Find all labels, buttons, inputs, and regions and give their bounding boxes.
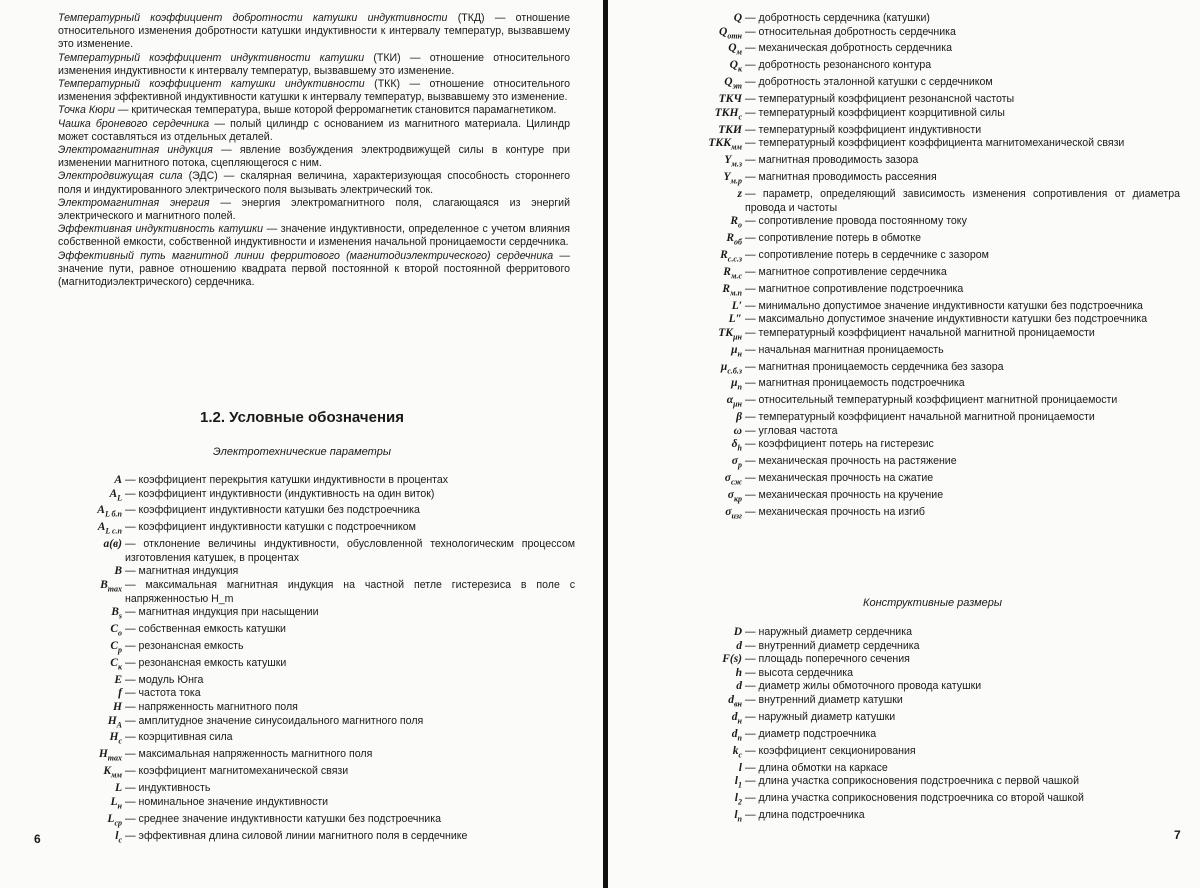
definition-paragraph [58,197,570,223]
symbol-row [680,137,1180,154]
definition-text: — значение пути, равное отношению квадрата первой постоянной к второй постоянной ферритового (магнитодиэлектрического) сердечника. [58,249,570,289]
symbol-row [60,674,575,688]
symbol: ТКЧ [718,93,742,106]
symbol: z [737,187,742,200]
symbol-description: — температурный коэффициент резонансной частоты [745,93,1015,106]
symbol-description: — максимальная напряженность магнитного поля [125,748,373,761]
symbol-row [60,813,575,830]
symbol-description: — коэффициент индуктивности катушки с подстроечником [125,521,416,534]
symbol-description: — внутренний диаметр катушки [745,693,903,706]
symbol-row [60,830,575,847]
symbol-row [680,59,1180,76]
symbol: $R_{с.с.з}$ [720,248,742,264]
symbol-row [680,489,1180,506]
symbol: $l_п$ [734,808,742,824]
symbol-row [680,394,1180,411]
symbol: $d_н$ [731,710,742,726]
symbol-description: — температурный коэффициент индуктивности [745,123,982,136]
symbol-description: — механическая прочность на изгиб [745,505,925,518]
definitions-block [58,12,570,289]
definition-term: Электромагнитная индукция [58,144,213,157]
symbol-row [60,687,575,701]
symbol-description: — угловая частота [745,424,838,437]
symbol-row [680,472,1180,489]
symbol-row [60,606,575,623]
symbol-description: — модуль Юнга [125,673,204,686]
symbol: $Q_м$ [728,42,742,57]
symbol: $L_{ср}$ [107,812,122,827]
symbol-row [680,124,1180,138]
symbol-row [60,748,575,765]
symbol-description: — длина участка соприкосновения подстроечника с первой чашкой [745,775,1079,788]
symbol: l [738,761,742,774]
symbol: H [113,700,122,713]
symbol-row [680,640,1185,654]
symbol-description: — высота сердечника [745,666,854,679]
symbol: $K_{мм}$ [103,765,122,780]
symbol-description: — коэффициент индуктивности (индуктивность на один виток) [125,487,435,500]
symbol-description: — магнитная проницаемость подстроечника [745,377,965,390]
page-number-right: 7 [1174,828,1181,842]
symbol-row [680,653,1185,667]
symbol: $\alpha_{\mu н}$ [726,394,742,409]
symbol-row [60,504,575,521]
symbol: $A_L$ [109,487,122,502]
symbol-row [680,327,1180,344]
symbol: L′ [731,299,742,312]
symbol: d [736,639,742,652]
symbol-row [680,232,1180,249]
symbol: $C_к$ [110,656,122,672]
definition-term: Температурный коэффициент добротности катушки индуктивности [58,12,448,24]
symbol-row [680,249,1180,266]
definition-text: (ТКК) — отношение относительного изменения эффективной индуктивности катушки к интервалу температур, вызвавшему это изменение. [58,78,570,104]
symbol-row [680,455,1180,472]
definition-term: Электродвижущая сила [58,170,183,183]
symbol-row [680,745,1185,762]
symbol: $\sigma_{кр}$ [727,489,742,504]
symbol: Q [733,12,742,24]
symbol-row [680,711,1185,728]
symbol: $R_о$ [730,215,742,230]
symbol-row [60,623,575,640]
symbol-description: — диаметр подстроечника [745,727,877,740]
symbol-description: — магнитная индукция [125,565,239,578]
symbol-description: — длина подстроечника [745,808,865,821]
symbol-row [680,377,1180,394]
symbol: a(в) [103,538,122,551]
symbol-description: — сопротивление потерь в сердечнике с зазором [745,248,989,261]
symbol-description: — максимально допустимое значение индуктивности катушки без подстроечника [745,313,1148,326]
symbol: B [114,565,122,578]
subsection-title-electrical: Электротехнические параметры [213,446,391,458]
symbol-description: — амплитудное значение синусоидального магнитного поля [125,714,424,727]
definition-term: Эффективный путь магнитной линии ферритового (магнитодиэлектрического) сердечника [58,249,554,262]
symbol-row [60,488,575,505]
symbol: $l_c$ [115,829,122,844]
symbol-row [680,188,1180,215]
symbol-description: — эффективная длина силовой линии магнитного поля в сердечнике [125,829,468,842]
symbol-description: — начальная магнитная проницаемость [745,343,944,356]
symbol-description: — температурный коэффициент начальной магнитной проницаемости [745,411,1095,424]
symbol-row [680,438,1180,455]
symbol-row [680,107,1180,124]
symbol: $l_1$ [734,775,742,790]
symbol-description: — площадь поперечного сечения [745,653,910,666]
symbol-description: — параметр, определяющий зависимость изменения сопротивления от диаметра провода и частоты [745,187,1180,214]
symbol-row [60,538,575,565]
symbol-description: — магнитное сопротивление подстроечника [745,282,964,295]
symbol-description: — коэффициент индуктивности катушки без подстроечника [125,504,420,517]
symbol-description: — напряженность магнитного поля [125,700,298,713]
symbol-row [680,215,1180,232]
symbol-description: — собственная емкость катушки [125,623,286,636]
symbol-description: — наружный диаметр сердечника [745,626,912,638]
symbol-row [680,792,1185,809]
symbol: β [736,411,742,424]
symbol: $C_р$ [110,640,122,655]
symbol: $A_{L б.п}$ [97,504,122,519]
symbol: $R_{об}$ [726,231,742,247]
symbol-description: — магнитная индукция при насыщении [125,606,319,619]
symbol-description: — магнитная проводимость зазора [745,154,919,167]
symbol-row [60,565,575,579]
symbol-description: — магнитное сопротивление сердечника [745,265,947,278]
definition-text: — явление возбуждения электродвижущей силы в контуре при изменении магнитного потока, сцепляющегося с ним. [58,144,570,170]
symbol-description: — магнитная проводимость рассеяния [745,171,937,184]
definition-paragraph [58,170,570,196]
symbol-description: — механическая прочность на сжатие [745,472,934,485]
symbol-description: — механическая прочность на кручение [745,489,944,502]
definition-text: — критическая температура, выше которой ферромагнетик становится парамагнетиком. [117,104,557,117]
symbol-description: — температурный коэффициент начальной магнитной проницаемости [745,326,1095,339]
symbol-row [680,425,1180,439]
symbol-description: — номинальное значение индуктивности [125,795,329,808]
symbol: $Q_к$ [729,59,742,74]
symbol: A [114,474,122,486]
symbol-row [680,411,1180,425]
symbol: $A_{L с.п}$ [97,521,122,536]
symbol: D [733,626,742,638]
symbol-description: — резонансная емкость катушки [125,656,287,669]
definition-term: Точка Кюри [58,104,115,117]
symbol: $\sigma_р$ [731,455,742,470]
definition-paragraph [58,78,570,104]
symbol: $Y_{м.з}$ [724,154,742,169]
symbol: h [735,666,742,679]
symbol-description: — относительная добротность сердечника [745,25,956,38]
symbol: $d_{вн}$ [728,693,742,709]
symbol-description: — механическая прочность на растяжение [745,455,957,468]
symbol-row [680,154,1180,171]
symbol: f [118,687,122,700]
symbol: $l_2$ [734,792,742,807]
symbol: $B_s$ [111,606,122,621]
definition-paragraph [58,144,570,170]
symbol-row [680,283,1180,300]
symbol: $H_A$ [107,714,122,729]
definition-term: Чашка броневого сердечника [58,117,210,130]
symbol-description: — частота тока [125,687,201,700]
symbol: $B_{max}$ [100,579,122,594]
symbol-row [60,731,575,748]
definition-text: — полый цилиндр с основанием из магнитного материала. Цилиндр может составляться из отдельных деталей. [58,117,570,143]
symbol: $L_н$ [110,795,122,811]
subsection-title-dimensions: Конструктивные размеры [863,597,1002,609]
symbol-description: — температурный коэффициент коэффициента магнитомеханической связи [745,137,1125,150]
symbol-description: — внутренний диаметр сердечника [745,639,920,652]
symbol: $H_{max}$ [98,748,122,763]
symbol-row [680,171,1180,188]
symbol-row [680,76,1180,93]
symbol-row [60,765,575,782]
symbol: L″ [728,313,742,326]
symbol: $\mu_{с.б.з}$ [720,360,742,375]
symbol-row [680,266,1180,283]
definition-text: — значение индуктивности, определенное с учетом влияния собственной емкости, собственной индуктивности и изменения начальной проницаемости сердечника. [58,223,570,249]
symbol-row [680,26,1180,43]
symbol: $\sigma_{сж}$ [724,472,742,487]
symbol-description: — длина обмотки на каркасе [745,761,888,774]
definition-paragraph [58,223,570,249]
symbol-description: — добротность эталонной катушки с сердечником [745,76,993,89]
section-title: 1.2. Условные обозначения [200,409,404,426]
symbol: ТКИ [718,123,742,136]
symbol: $d_п$ [731,727,742,743]
symbol-row [680,344,1180,361]
symbol: $R_{м.п}$ [722,282,742,297]
symbol-description: — коэрцитивная сила [125,731,233,744]
symbol: F(s) [722,653,742,666]
symbol-description: — сопротивление провода постоянному току [745,215,967,228]
symbol-row [680,809,1185,826]
symbol-row [680,361,1180,378]
symbol-description: — отклонение величины индуктивности, обусловленной технологическим процессом изготовления катушек, в процентах [125,538,575,564]
symbol: $Y_{м.р}$ [723,171,742,186]
definition-paragraph [58,12,570,52]
symbol-description: — магнитная проницаемость сердечника без зазора [745,360,1004,373]
symbol-row [60,657,575,674]
symbol: $ТКН_с$ [714,106,742,122]
symbol: $H_c$ [109,731,122,746]
symbol-row [680,762,1185,776]
symbol-row [680,12,1180,26]
symbol-row [60,579,575,606]
definition-text: — энергия электромагнитного поля, слагающаяся из энергий электрического и магнитного полей. [58,196,570,223]
definition-paragraph [58,52,570,78]
definition-text: (ТКИ) — отношение относительного изменения индуктивности к интервалу температур, вызвавшему это изменение. [58,51,570,77]
symbol-description: — индуктивность [125,782,211,795]
definition-paragraph [58,104,570,117]
symbol-row [60,715,575,732]
symbol-description: — коэффициент секционирования [745,744,916,757]
symbol: $\sigma_{изг}$ [725,505,742,521]
symbol-row [680,313,1180,327]
symbol-description: — минимально допустимое значение индуктивности катушки без подстроечника [745,299,1143,312]
definition-term: Температурный коэффициент катушки индуктивности [58,78,365,91]
symbol-description: — коэффициент перекрытия катушки индуктивности в процентах [125,474,449,486]
symbol-list-right [680,12,1180,523]
symbol-row [680,42,1180,59]
symbol: $Q_{отн}$ [719,25,742,40]
symbol-row [680,694,1185,711]
symbol-description: — резонансная емкость [125,640,244,653]
definition-text: (ЭДС) — скалярная величина, характеризующая способность стороннего поля и индуктированного электрического поля вызывать электрический ток. [58,170,570,196]
symbol-row [60,521,575,538]
symbol: $ТК_{\mu н}$ [718,326,742,342]
symbol: d [736,680,742,693]
definition-term: Температурный коэффициент индуктивности катушки [58,51,365,64]
symbol: $\mu_н$ [731,343,742,358]
symbol-description: — коэффициент потерь на гистерезис [745,438,934,451]
symbol-row [680,775,1185,792]
symbol-description: — температурный коэффициент коэрцитивной силы [745,106,1005,119]
symbol-row [680,300,1180,314]
symbol: $C_о$ [110,623,122,638]
definition-term: Эффективная индуктивность катушки [58,223,263,236]
symbol-description: — диаметр жилы обмоточного провода катушки [745,680,982,693]
symbol-list-left [60,474,575,846]
symbol-row [60,796,575,813]
definition-term: Электромагнитная энергия [58,196,210,209]
symbol-row [680,728,1185,745]
symbol: ω [733,424,742,437]
symbol-description: — механическая добротность сердечника [745,42,952,55]
symbol-row [680,626,1185,640]
symbol-row [680,506,1180,523]
symbol-description: — среднее значение индуктивности катушки без подстроечника [125,812,441,825]
symbol-description: — добротность резонансного контура [745,59,932,72]
symbol: $R_{м.с}$ [723,265,742,281]
symbol: $k_c$ [732,744,742,759]
symbol-description: — добротность сердечника (катушки) [745,12,930,24]
symbol-row [60,701,575,715]
symbol-description: — максимальная магнитная индукция на частной петле гистерезиса в поле с напряженностью H_m [125,579,575,605]
symbol-row [680,667,1185,681]
dimension-list [680,626,1185,826]
symbol-row [60,640,575,657]
page-number-left: 6 [34,832,41,846]
symbol-row [680,93,1180,107]
symbol-row [60,782,575,796]
definition-paragraph [58,118,570,144]
symbol: $\delta_h$ [731,438,742,453]
definition-paragraph [58,250,570,290]
symbol: E [114,673,122,686]
symbol-row [60,474,575,488]
symbol: $\mu_п$ [731,377,742,392]
symbol-description: — сопротивление потерь в обмотке [745,231,922,244]
definition-text: (ТКД) — отношение относительного изменения добротности катушки индуктивности к интервалу температур, вызвавшему это изменение. [58,12,570,51]
symbol-description: — коэффициент магнитомеханической связи [125,765,349,778]
symbol-description: — относительный температурный коэффициент магнитной проницаемости [745,394,1118,407]
symbol: L [114,782,122,795]
symbol-description: — длина участка соприкосновения подстроечника со второй чашкой [745,792,1084,805]
symbol: $Q_{эт}$ [724,76,742,91]
symbol-description: — наружный диаметр катушки [745,710,896,723]
symbol-row [680,680,1185,694]
symbol: $ТКК_{мм}$ [708,137,742,152]
